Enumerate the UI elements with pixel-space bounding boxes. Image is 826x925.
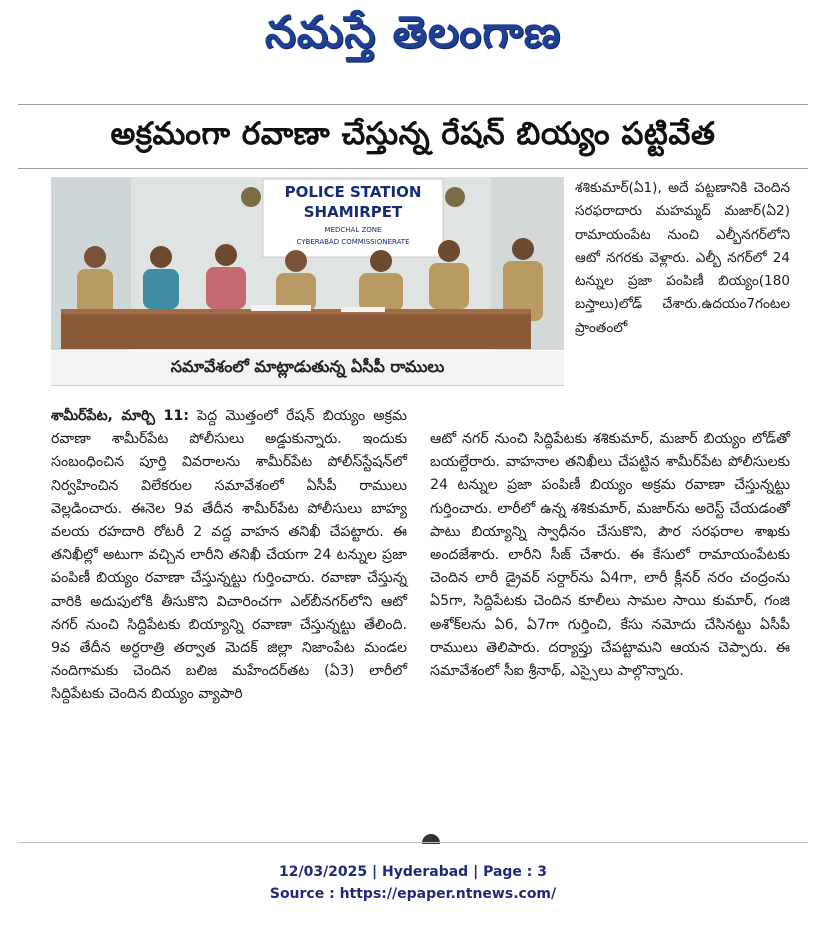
article-body-right-top: శశికుమార్(ఏ1), అదే పట్టణానికి చెందిన సరఫరాదారు మహమ్మద్ మజార్(ఏ2) రామాయంపేట నుంచి ఎల్బీనగర్‌లోని ఆటో నగరకు వెళ్లారు. ఎల్బీ నగర్‌లో 24 టన్నుల ప్రజా పంపిణీ బియ్యం(180 బస్తాలు)లోడ్ చేశారు.ఉదయం7గంటల ప్రాంతంలో [575, 180, 790, 336]
banner-line-4: CYBERABAD COMMISSIONERATE [296, 238, 410, 246]
article-column-right-top [575, 177, 790, 340]
press-conference-photo [51, 177, 564, 350]
banner-line-1: POLICE STATION [284, 183, 422, 201]
article-column-left [51, 405, 407, 707]
headline-divider [18, 168, 808, 169]
top-divider [18, 104, 808, 105]
dateline: శామీర్‌పేట, మార్చి 11: [51, 408, 189, 424]
banner-line-3: MEDCHAL ZONE [324, 226, 382, 234]
footer-divider [18, 842, 808, 843]
article-body-left: పెద్ద మొత్తంలో రేషన్ బియ్యం అక్రమ రవాణా శామీర్‌పేట పోలీసులు అడ్డుకున్నారు. ఇందుకు సంబంధించిన పూర్తి వివరాలను శామీర్‌పేట పోలీస్‌స్టేషన్‌లో నిర్వహించిన విలేకరుల సమావేశంలో ఏసీపీ రాములు వెల్లడించారు. ఈనెల 9వ తేదీన శామీర్‌పేట పోలీసులు బాహ్య వలయ రహదారి రోటరీ 2 వద్ద వాహన తనిఖీ చేపట్టారు. ఈ తనిఖీల్లో అటుగా వచ్చిన లారీని తనిఖీ చేయగా 24 టన్నుల ప్రజా పంపిణీ బియ్యం రవాణా చేస్తున్నట్టు గుర్తించారు. రవాణా చేస్తున్న వారికి అదుపులోకి తీసుకొని విచారించగా ఎల్‌బీనగర్‌లోని ఆటో నగర్ నుంచి సిద్దిపేటకు బియ్యాన్ని రవాణా చేస్తున్నట్టు తేలింది. 9వ తేదీన అర్ధరాత్రి తర్వాత మెదక్ జిల్లా నిజాంపేట మండల నందిగామకు చెందిన బలిజ మహేందర్‌తట (ఏ3) లారీలో సిద్దిపేటకు చెందిన బియ్యం వ్యాపారి [51, 408, 407, 703]
masthead-logo: నమస్తే తెలంగాణ [264, 7, 562, 58]
footer-source-link[interactable]: Source : https://epaper.ntnews.com/ [269, 886, 557, 902]
article-body-right-bottom: ఆటో నగర్ నుంచి సిద్దిపేటకు శశికుమార్, మజార్ బియ్యం లోడ్‌తో బయల్దేరారు. వాహనాల తనిఖీలు చేపట్టిన శామీర్‌పేట పోలీసులకు 24 టన్నుల ప్రజా పంపిణీ బియ్యం అక్రమ రవాణా చేస్తున్నట్టు గుర్తించారు. లారీలో ఉన్న శశికుమార్, మజార్‌ను అరెస్ట్ చేయడంతో పాటు బియ్యాన్ని స్వాధీనం చేసుకొని, పౌర సరఫరాల శాఖకు అందజేశారు. లారీని సీజ్ చేశారు. ఈ కేసులో రామాయంపేటకు చెందిన లారీ డ్రైవర్ సర్దార్‌ను ఏ4గా, లారీ క్లీనర్ నరం చంద్రంను ఏ5గా, సిద్దిపేటకు చెందిన కూలీలు సామల సాయి కుమార్, గంజి అశోక్‌లను ఏ6, ఏ7గా గుర్తించి, కేసు నమోదు చేసినట్టు ఏసీపీ రాములు తెలిపారు. దర్యాప్తు చేపట్టామని ఆయన చెప్పారు. ఈ సమావేశంలో సీఐ శ్రీనాథ్, ఎస్సైలు పాల్గొన్నారు. [430, 431, 790, 680]
conference-table [61, 309, 531, 349]
photo-caption: సమావేశంలో మాట్లాడుతున్న ఏసీపీ రాములు [51, 351, 564, 386]
article-column-right-bottom [430, 428, 790, 683]
headline: అక్రమంగా రవాణా చేస్తున్న రేషన్ బియ్యం పట్టివేత [110, 115, 716, 152]
footer-date-info: 12/03/2025 | Hyderabad | Page : 3 [278, 864, 548, 880]
banner-line-2: SHAMIRPET [303, 203, 403, 221]
